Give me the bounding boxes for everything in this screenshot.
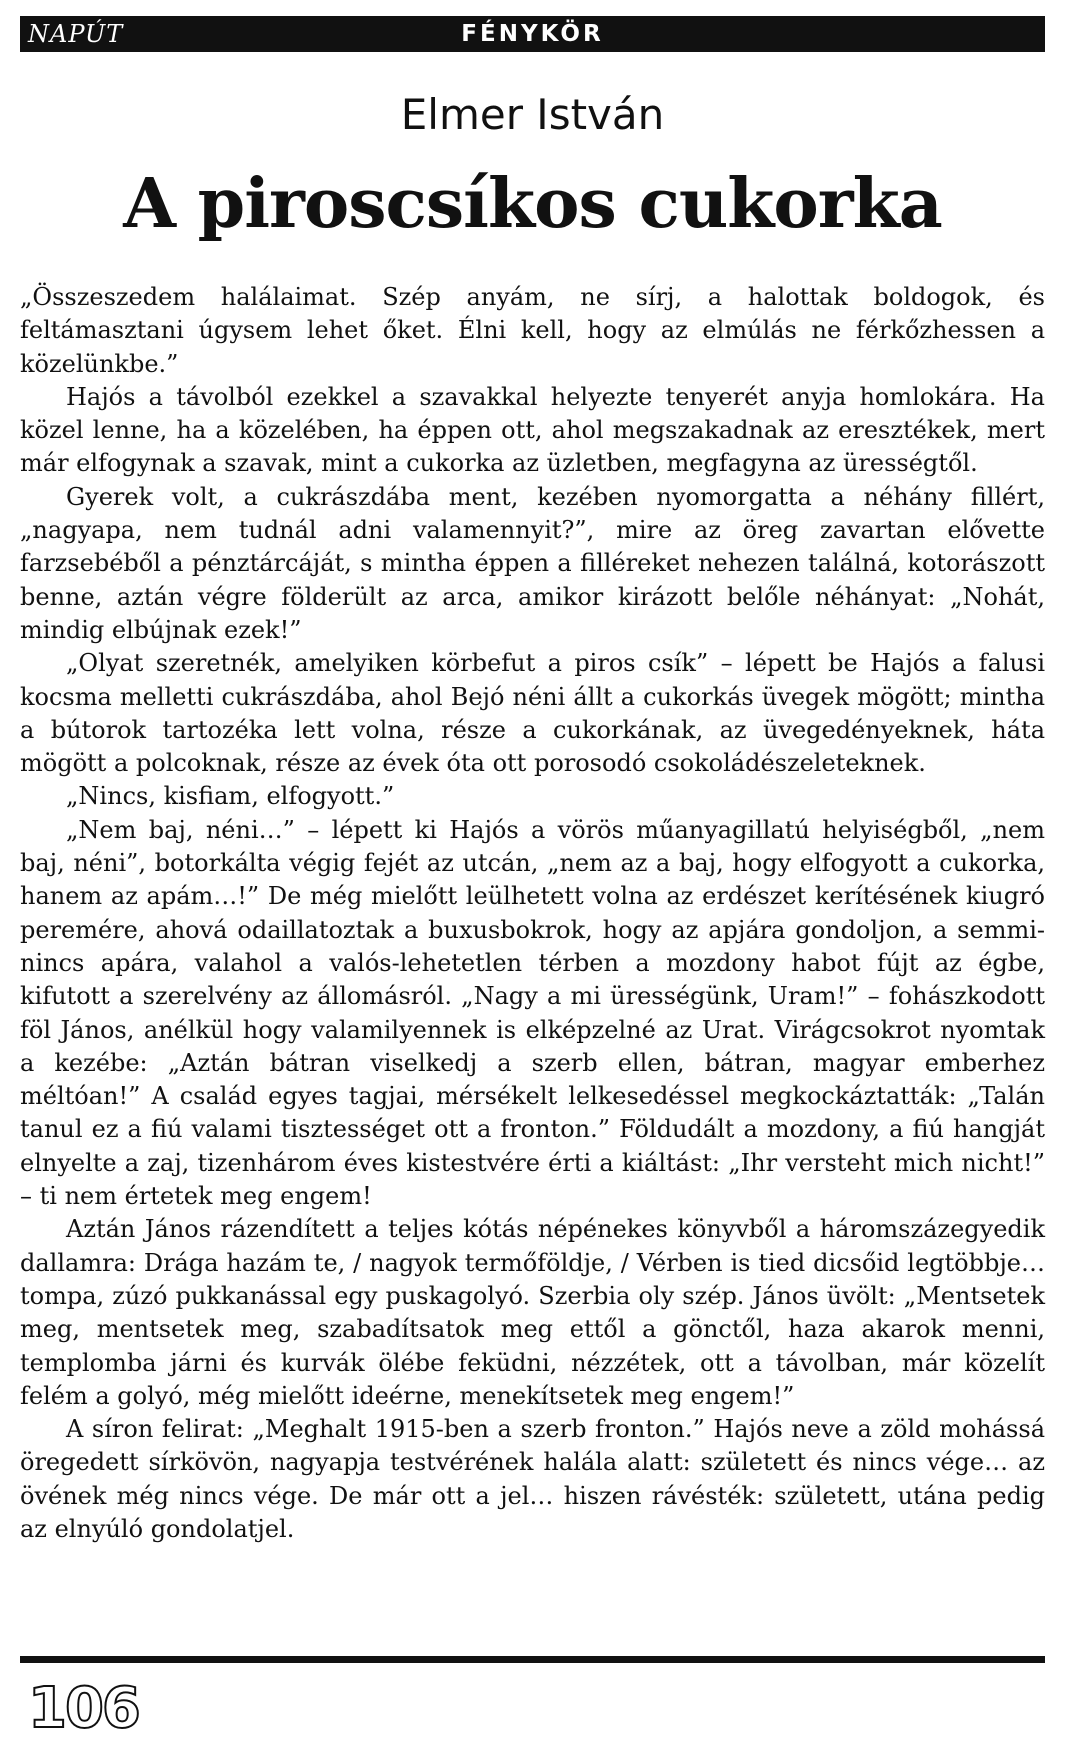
page-number: 106 [28,1676,139,1741]
paragraph: „Olyat szeretnék, amelyiken körbefut a piros csík” – lépett be Hajós a falusi kocsma melletti cukrászdába, ahol Bejó néni állt a cukorkás üvegek mögött; mintha a bútorok tartozéka lett volna, része a cukorkának, az üvegedényeknek, háta mögött a polcoknak, része az évek óta ott porosodó csokoládészeleteknek. [20,649,1045,778]
paragraph: Hajós a távolból ezekkel a szavakkal helyezte tenyerét anyja homlokára. Ha közel lenne, ha a közelében, ha éppen ott, ahol megszakadnak az eresztékek, mert már elfogynak a szavak, mint a cukorka az üzletben, megfagyna az ürességtől. [20,382,1045,478]
paragraph: „Nincs, kisfiam, elfogyott.” [66,782,395,811]
article-title: A piroscsíkos cukorka [123,164,942,244]
section-title: FÉNYKÖR [461,21,604,47]
magazine-logo: NAPÚT [28,20,124,48]
paragraph: Gyerek volt, a cukrászdába ment, kezében nyomorgatta a néhány fillért, „nagyapa, nem tudnál adni valamennyit?”, mire az öreg zavartan elővette farzsebéből a pénztárcáját, s mintha éppen a filléreket nehezen találná, kotorászott benne, aztán végre földerült az arca, amikor kirázott belőle néhányat: „Nohát, mindig elbújnak ezek!” [20,482,1045,644]
paragraph: A síron felirat: „Meghalt 1915-ben a szerb fronton.” Hajós neve a zöld mohássá öregedett sírkövön, nagyapja testvérének halála alatt: született és nincs vége… az övének még nincs vége. De már ott a jel… hiszen rávésték: született, utána pedig az elnyúló gondolatjel. [20,1415,1045,1543]
article-body [20,281,1045,1546]
paragraph: „Nem baj, néni…” – lépett ki Hajós a vörös műanyagillatú helyiségből, „nem baj, néni”, botorkálta végig fejét az utcán, „nem az a baj, hogy elfogyott a cukorka, hanem az apám…!” De még mielőtt leülhetett volna az erdészet kerítésének kiugró peremére, ahová odaillatoztak a buxusbokrok, hogy az apjára gondoljon, a semmi-nincs apára, valahol a valós-lehetetlen térben a mozdony habot fújt az égbe, kifutott a szerelvény az állomásról. „Nagy a mi ürességünk, Uram!” – fohászkodott föl János, anélkül hogy valamilyennek is elképzelné az Urat. Virágcsokrot nyomtak a kezébe: „Aztán bátran viselkedj a szerb ellen, bátran, magyar emberhez méltóan!” A család egyes tagjai, mérsékelt lelkesedéssel megkockáztatták: „Talán tanul ez a fiú valami tisztességet ott a fronton.” Földudált a mozdony, a fiú hangját elnyelte a zaj, tizenhárom éves kistestvére érti a kiáltást: „Ihr versteht mich nicht!” – ti nem értetek meg engem! [20,815,1045,1211]
paragraph: „Összeszedem halálaimat. Szép anyám, ne sírj, a halottak boldogok, és feltámasztani úgysem lehet őket. Élni kell, hogy az elmúlás ne férkőzhessen a közelünkbe.” [20,283,1045,378]
magazine-page [20,16,1045,1741]
footer-rule [20,1656,1045,1663]
author-name: Elmer István [400,90,665,139]
header-bar [20,16,1045,52]
paragraph: Aztán János rázendített a teljes kótás népénekes könyvből a háromszázegyedik dallamra: Drága hazám te, / nagyok termőföldje, / Vérben is tied dicsőid legtöbbje… tompa, zúzó pukkanással egy puskagolyó. Szerbia oly szép. János üvölt: „Mentsetek meg, mentsetek meg, szabadítsatok meg ettől a gönctől, haza akarok menni, templomba járni és kurvák ölébe feküdni, nézzétek, ott a távolban, már közelít felém a golyó, még mielőtt ideérne, menekítsetek meg engem!” [20,1215,1045,1410]
